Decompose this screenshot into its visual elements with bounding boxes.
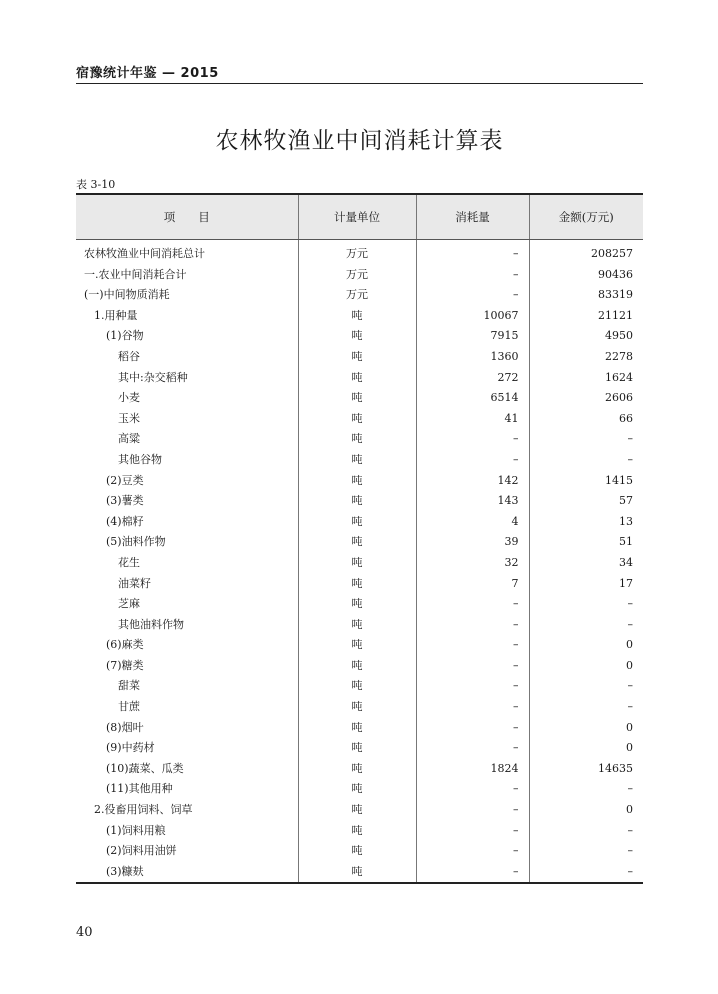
amount-cell: 14635 xyxy=(529,759,643,780)
table-row xyxy=(76,429,643,450)
quantity-cell: 4 xyxy=(416,512,529,533)
amount-cell: 57 xyxy=(529,491,643,512)
quantity-cell: – xyxy=(416,450,529,471)
item-name-cell: (6)麻类 xyxy=(106,638,144,652)
table-row xyxy=(76,697,643,718)
table-header-row xyxy=(76,194,643,240)
amount-cell: 90436 xyxy=(529,265,643,286)
item-name-cell: 稻谷 xyxy=(118,349,140,363)
table-row xyxy=(76,306,643,327)
consumption-table xyxy=(76,193,643,884)
quantity-cell: 7915 xyxy=(416,326,529,347)
unit-cell: 万元 xyxy=(298,265,416,286)
item-name-cell: 其他油料作物 xyxy=(118,617,184,631)
unit-cell: 吨 xyxy=(298,841,416,862)
table-row xyxy=(76,240,643,265)
amount-cell: 1624 xyxy=(529,368,643,389)
unit-cell: 万元 xyxy=(298,240,416,265)
quantity-cell: – xyxy=(416,676,529,697)
table-row xyxy=(76,615,643,636)
amount-cell: – xyxy=(529,429,643,450)
unit-cell: 吨 xyxy=(298,326,416,347)
quantity-cell: – xyxy=(416,718,529,739)
amount-cell: 0 xyxy=(529,656,643,677)
amount-cell: 1415 xyxy=(529,471,643,492)
header-rule xyxy=(76,83,643,84)
amount-cell: 83319 xyxy=(529,285,643,306)
table-row xyxy=(76,738,643,759)
unit-cell: 吨 xyxy=(298,759,416,780)
table-row xyxy=(76,718,643,739)
item-name-cell: 农林牧渔业中间消耗总计 xyxy=(84,247,205,260)
unit-cell: 吨 xyxy=(298,862,416,884)
table-row xyxy=(76,779,643,800)
item-name-cell: (8)烟叶 xyxy=(106,720,144,734)
item-name-cell: 芝麻 xyxy=(118,597,140,611)
quantity-cell: 143 xyxy=(416,491,529,512)
table-row xyxy=(76,285,643,306)
amount-cell: – xyxy=(529,841,643,862)
quantity-cell: – xyxy=(416,821,529,842)
unit-cell: 吨 xyxy=(298,553,416,574)
table-row xyxy=(76,512,643,533)
table-row xyxy=(76,388,643,409)
page-number: 40 xyxy=(76,925,93,940)
item-name-cell: (1)谷物 xyxy=(106,329,144,343)
table-row xyxy=(76,471,643,492)
page-title: 农林牧渔业中间消耗计算表 xyxy=(215,128,504,154)
unit-cell: 万元 xyxy=(298,285,416,306)
table-row xyxy=(76,409,643,430)
unit-cell: 吨 xyxy=(298,409,416,430)
table-row xyxy=(76,759,643,780)
amount-cell: – xyxy=(529,450,643,471)
amount-cell: 4950 xyxy=(529,326,643,347)
column-header-unit: 计量单位 xyxy=(298,194,416,240)
item-name-cell: 油菜籽 xyxy=(118,576,151,590)
unit-cell: 吨 xyxy=(298,491,416,512)
amount-cell: 0 xyxy=(529,800,643,821)
unit-cell: 吨 xyxy=(298,821,416,842)
quantity-cell: – xyxy=(416,615,529,636)
item-name-cell: 甘蔗 xyxy=(118,700,140,714)
table-row xyxy=(76,532,643,553)
item-name-cell: (3)薯类 xyxy=(106,494,144,508)
unit-cell: 吨 xyxy=(298,615,416,636)
table-label: 表 3-10 xyxy=(76,178,116,191)
item-name-cell: (3)糠麸 xyxy=(76,862,298,884)
unit-cell: 吨 xyxy=(298,429,416,450)
amount-cell: 66 xyxy=(529,409,643,430)
table-row xyxy=(76,368,643,389)
table-row xyxy=(76,656,643,677)
table-row xyxy=(76,265,643,286)
table-row xyxy=(76,821,643,842)
quantity-cell: – xyxy=(416,779,529,800)
quantity-cell: 10067 xyxy=(416,306,529,327)
quantity-cell: 1360 xyxy=(416,347,529,368)
unit-cell: 吨 xyxy=(298,594,416,615)
table-body xyxy=(76,240,643,884)
quantity-cell: – xyxy=(416,697,529,718)
amount-cell: 51 xyxy=(529,532,643,553)
amount-cell: – xyxy=(529,697,643,718)
amount-cell: – xyxy=(529,594,643,615)
column-header-quantity: 消耗量 xyxy=(416,194,529,240)
item-name-cell: (1)饲料用粮 xyxy=(106,823,166,837)
table-row xyxy=(76,841,643,862)
unit-cell: 吨 xyxy=(298,512,416,533)
item-name-cell: 一.农业中间消耗合计 xyxy=(84,267,187,281)
item-name-cell: (5)油料作物 xyxy=(106,535,166,549)
item-name-cell: (11)其他用种 xyxy=(106,782,173,796)
amount-cell: 2278 xyxy=(529,347,643,368)
amount-cell: – xyxy=(529,821,643,842)
table-row xyxy=(76,491,643,512)
amount-cell: 34 xyxy=(529,553,643,574)
table-row xyxy=(76,553,643,574)
amount-cell: 0 xyxy=(529,635,643,656)
quantity-cell: 142 xyxy=(416,471,529,492)
item-name-cell: 花生 xyxy=(118,555,140,569)
quantity-cell: – xyxy=(416,429,529,450)
table-row xyxy=(76,347,643,368)
unit-cell: 吨 xyxy=(298,697,416,718)
unit-cell: 吨 xyxy=(298,388,416,409)
column-header-amount: 金额(万元) xyxy=(529,194,643,240)
running-head: 宿豫统计年鉴 — 2015 xyxy=(76,66,219,81)
item-name-cell: 玉米 xyxy=(118,411,140,425)
amount-cell: – xyxy=(529,779,643,800)
unit-cell: 吨 xyxy=(298,574,416,595)
item-name-cell: (4)棉籽 xyxy=(106,514,144,528)
quantity-cell: – xyxy=(416,656,529,677)
item-name-cell: (一)中间物质消耗 xyxy=(84,288,170,302)
item-name-cell: 甜菜 xyxy=(118,679,140,693)
table-row xyxy=(76,326,643,347)
item-name-cell: 1.用种量 xyxy=(94,308,138,322)
unit-cell: 吨 xyxy=(298,368,416,389)
table-row xyxy=(76,574,643,595)
amount-cell: 13 xyxy=(529,512,643,533)
unit-cell: 吨 xyxy=(298,306,416,327)
quantity-cell: – xyxy=(416,841,529,862)
quantity-cell: 41 xyxy=(416,409,529,430)
unit-cell: 吨 xyxy=(298,532,416,553)
table-row xyxy=(76,594,643,615)
unit-cell: 吨 xyxy=(298,779,416,800)
table-row xyxy=(76,862,643,884)
unit-cell: 吨 xyxy=(298,676,416,697)
unit-cell: 吨 xyxy=(298,800,416,821)
quantity-cell: – xyxy=(416,594,529,615)
quantity-cell: – xyxy=(416,240,529,265)
amount-cell: 0 xyxy=(529,718,643,739)
unit-cell: 吨 xyxy=(298,656,416,677)
item-name-cell: (10)蔬菜、瓜类 xyxy=(106,761,184,775)
amount-cell: 17 xyxy=(529,574,643,595)
item-name-cell: 其中:杂交稻种 xyxy=(118,370,188,384)
quantity-cell: 6514 xyxy=(416,388,529,409)
amount-cell: – xyxy=(529,615,643,636)
amount-cell: 21121 xyxy=(529,306,643,327)
amount-cell: 0 xyxy=(529,738,643,759)
item-name-cell: (2)饲料用油饼 xyxy=(106,844,177,858)
unit-cell: 吨 xyxy=(298,635,416,656)
unit-cell: 吨 xyxy=(298,450,416,471)
item-name-cell: (2)豆类 xyxy=(106,473,144,487)
quantity-cell: – xyxy=(416,738,529,759)
table-container xyxy=(76,193,643,884)
amount-cell: 2606 xyxy=(529,388,643,409)
item-name-cell: (7)糖类 xyxy=(106,658,144,672)
table-row xyxy=(76,635,643,656)
unit-cell: 吨 xyxy=(298,738,416,759)
table-row xyxy=(76,800,643,821)
item-name-cell: 2.役畜用饲料、饲草 xyxy=(94,803,193,817)
column-header-item: 项 目 xyxy=(76,194,298,240)
quantity-cell: 7 xyxy=(416,574,529,595)
quantity-cell: – xyxy=(416,265,529,286)
quantity-cell: – xyxy=(416,285,529,306)
quantity-cell: 39 xyxy=(416,532,529,553)
quantity-cell: – xyxy=(416,800,529,821)
unit-cell: 吨 xyxy=(298,347,416,368)
quantity-cell: – xyxy=(416,862,529,884)
table-row xyxy=(76,450,643,471)
quantity-cell: – xyxy=(416,635,529,656)
quantity-cell: 32 xyxy=(416,553,529,574)
item-name-cell: 其他谷物 xyxy=(118,452,162,466)
unit-cell: 吨 xyxy=(298,718,416,739)
item-name-cell: (9)中药材 xyxy=(106,741,155,755)
table-row xyxy=(76,676,643,697)
unit-cell: 吨 xyxy=(298,471,416,492)
quantity-cell: 1824 xyxy=(416,759,529,780)
amount-cell: – xyxy=(529,676,643,697)
item-name-cell: 小麦 xyxy=(118,391,140,405)
quantity-cell: 272 xyxy=(416,368,529,389)
amount-cell: 208257 xyxy=(529,240,643,265)
item-name-cell: 高粱 xyxy=(118,432,140,446)
amount-cell: – xyxy=(529,862,643,884)
